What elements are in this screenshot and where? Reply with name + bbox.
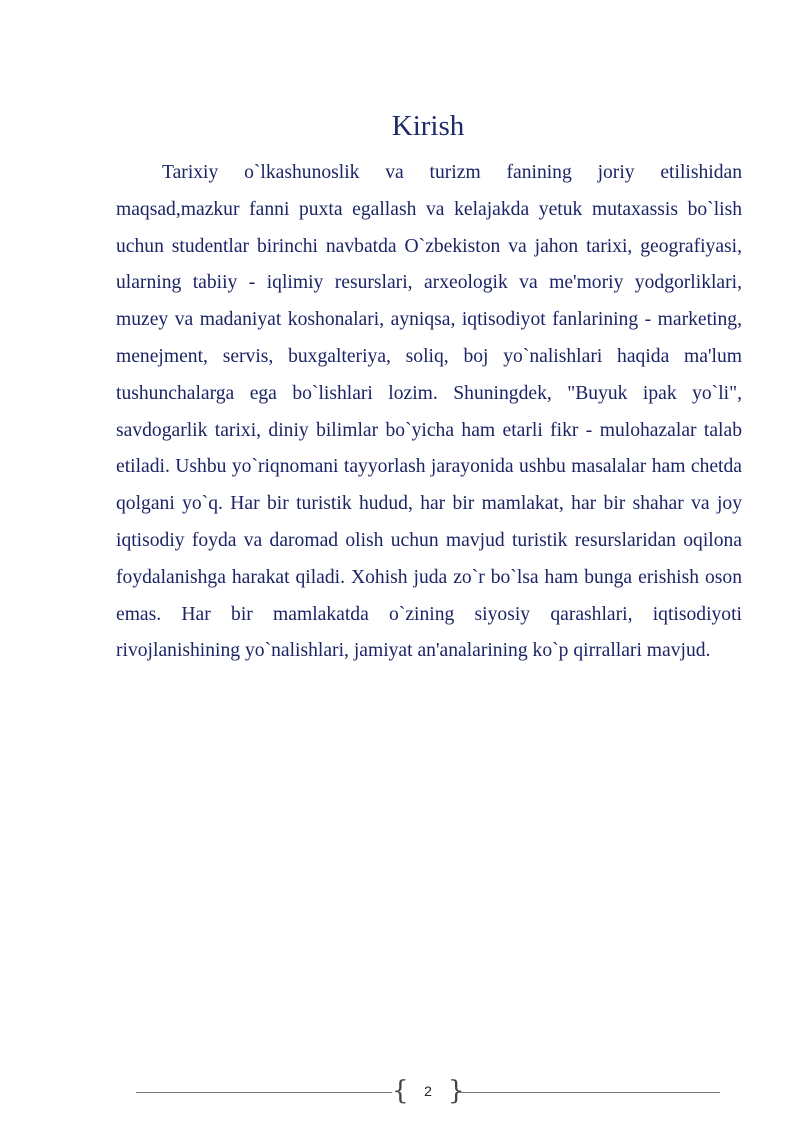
- footer-rule-right: [458, 1092, 720, 1093]
- right-brace-ornament: }: [448, 1076, 465, 1106]
- left-brace-ornament: {: [392, 1076, 409, 1106]
- page-title: Kirish: [391, 110, 465, 142]
- page-number: 2: [424, 1083, 432, 1099]
- footer-rule-left: [136, 1092, 392, 1093]
- body-paragraph: Tarixiy o`lkashunoslik va turizm fanining joriy etilishidan maqsad,mazkur fanni puxta egallash va kelajakda yetuk mutaxassis bo`lish uchun studentlar birinchi navbatda O`zbekiston va jahon tarixi, geografiyasi, ularning tabiiy - iqlimiy resurslari, arxeologik va me'moriy yodgorliklari, muzey va madaniyat koshonalari, ayniqsa, iqtisodiyot fanlarining - marketing, menejment, servis, buxgalteriya, soliq, boj yo`nalishlari haqida ma'lum tushunchalarga ega bo`lishlari lozim. Shuningdek, "Buyuk ipak yo`li", savdogarlik tarixi, diniy bilimlar bo`yicha ham etarli fikr - mulohazalar talab etiladi. Ushbu yo`riqnomani tayyorlash jarayonida ushbu masalalar ham chetda qolgani yo`q. Har bir turistik hudud, har bir mamlakat, har bir shahar va joy iqtisodiy foyda va daromad olish uchun mavjud turistik resurslaridan oqilona foydalanishga harakat qiladi. Xohish juda zo`r bo`lsa ham bunga erishish oson emas. Har bir mamlakatda o`zining siyosiy qarashlari, iqtisodiyoti rivojlanishining yo`nalishlari, jamiyat an'analarining ko`p qirrallari mavjud.: [116, 162, 742, 662]
- page-footer: [136, 1076, 720, 1112]
